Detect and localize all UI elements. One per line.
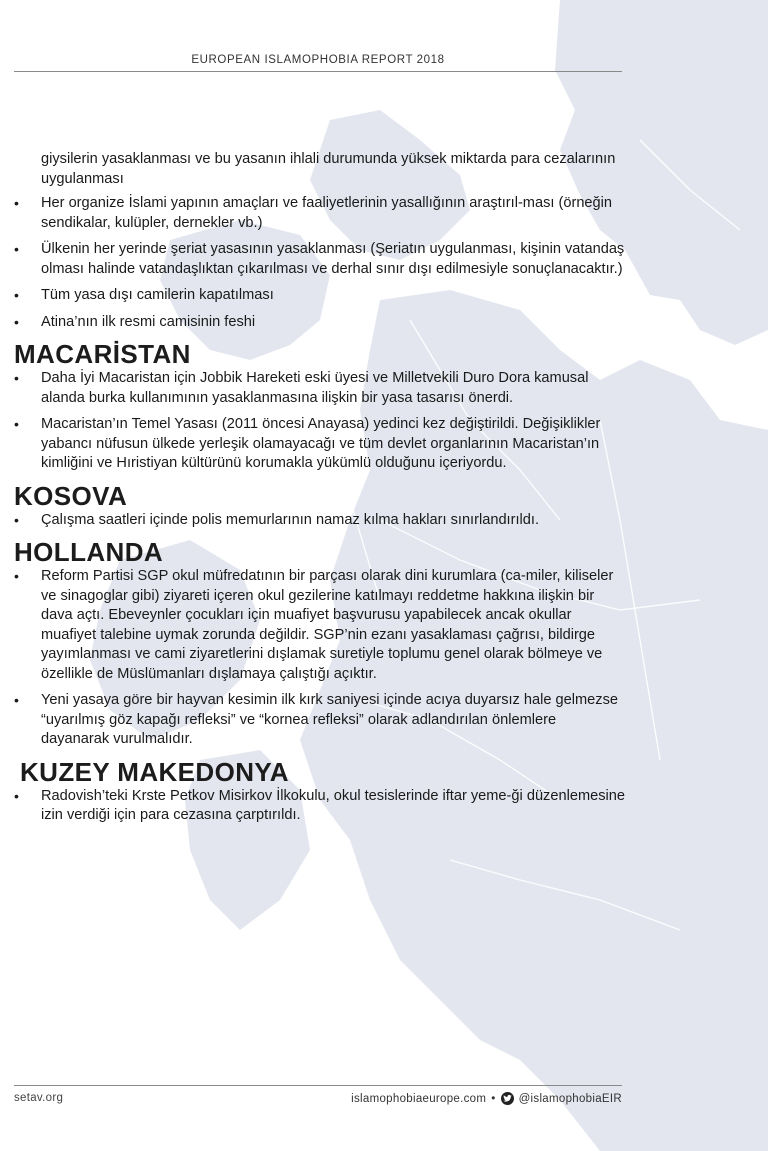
list-item (14, 567, 626, 684)
list-item (14, 511, 626, 531)
list-item (14, 415, 626, 474)
list-item (14, 369, 626, 408)
footer-website-link[interactable]: islamophobiaeurope.com (351, 1092, 487, 1105)
bullet-icon: • (14, 787, 19, 804)
section-heading-kosova: KOSOVA (14, 480, 128, 511)
macaristan-bullet-list (14, 369, 626, 474)
list-item (14, 313, 626, 333)
list-item-text: Daha İyi Macaristan için Jobbik Hareketi eski üyesi ve Milletvekili Duro Dora kamusal alanda burka kullanımının yasaklanmasına ilişkin bir yasa tasarısı önerdi. (41, 370, 589, 406)
continuation-paragraph: giysilerin yasaklanması ve bu yasanın ihlali durumunda yüksek miktarda para cezalarının uygulanması (41, 151, 616, 187)
list-item-text: Atina’nın ilk resmi camisinin feshi (41, 313, 256, 330)
bullet-icon: • (14, 511, 19, 528)
main-content (14, 150, 626, 833)
list-item-text: Radovish’teki Krste Petkov Misirkov İlkokulu, okul tesislerinde iftar yeme-ği düzenlemesine izin verdiği için para cezasına çarptırıldı. (41, 787, 625, 823)
list-item (14, 787, 626, 826)
section-heading-hollanda: HOLLANDA (14, 537, 164, 567)
bullet-icon: • (14, 692, 19, 708)
list-item-text: Tüm yasa dışı camilerin kapatılması (41, 287, 274, 303)
list-item-text: Yeni yasaya göre bir hayvan kesimin ilk kırk saniyesi içinde acıya duyarsız hale gelmezse “uyarılmış göz kapağı refleksi” ve “kornea refleksi” olarak adlandırılan önlemlere dayanarak vurulmalıdır. (41, 692, 619, 747)
bullet-icon: • (14, 370, 19, 386)
intro-bullet-list (14, 194, 626, 332)
bullet-icon: • (14, 287, 19, 303)
list-item (14, 286, 626, 306)
kuzey-makedonya-bullet-list (14, 787, 626, 826)
bullet-icon: • (14, 195, 19, 211)
list-item (14, 240, 626, 279)
section-heading-kuzey-makedonya: KUZEY MAKEDONYA (20, 756, 289, 787)
bullet-icon: • (14, 313, 19, 330)
bullet-icon: • (14, 416, 19, 432)
footer-rule (14, 1085, 622, 1086)
list-item-text: Reform Partisi SGP okul müfredatının bir parçası olarak dini kurumlara (ca-miler, kiliseler ve sinagoglar gibi) ziyareti içeren okul gezilerine katılmayı reddetme hakkına ilişkin bir dava açtı. Ebeveynler çocukları için muafiyet başvurusu yapabilecek ancak okullar muafiyet talebine uymak zorunda değildir. SGP’nin ezanı yasaklaması çağrısı, bildirge yayımlanması ve cami ziyaretlerini dışlamak suretiyle toplumu genel olarak bölmeye ve özellikle de Müslümanları dışlamaya çalıştığı açıktır. (41, 568, 614, 682)
footer-separator: • (491, 1092, 496, 1105)
header-rule (14, 71, 622, 72)
list-item (14, 194, 626, 233)
list-item-text: Macaristan’ın Temel Yasası (2011 öncesi Anayasa) yedinci kez değiştirildi. Değişiklikler yabancı nüfusun ülkede yerleşik olamayacağı ve tüm devlet organlarının Macaristan’ın kimliğini ve Hıristiyan kültürünü korumakla yükümlü olduğunu içeriyordu. (41, 416, 601, 471)
kosova-bullet-list (14, 511, 626, 531)
footer-twitter-handle[interactable]: @islamophobiaEIR (518, 1092, 622, 1105)
bullet-icon: • (14, 568, 19, 584)
list-item-text: Ülkenin her yerinde şeriat yasasının yasaklanması (Şeriatın uygulanması, kişinin vatandaş olması halinde vatandaşlıktan çıkarılması ve derhal sınır dışı edilmesiyle sonuçlanacaktır.) (41, 241, 625, 277)
footer-links (351, 1092, 622, 1105)
bullet-icon: • (14, 241, 19, 257)
list-item (14, 691, 626, 750)
section-heading-macaristan: MACARİSTAN (14, 339, 191, 369)
list-item-text: Çalışma saatleri içinde polis memurlarının namaz kılma hakları sınırlandırıldı. (41, 511, 539, 528)
hollanda-bullet-list (14, 567, 626, 750)
twitter-icon (501, 1092, 514, 1105)
list-item-text: Her organize İslami yapının amaçları ve faaliyetlerinin yasallığının araştırıl-ması (örneğin sendikalar, kulüpler, dernekler vb.) (41, 195, 613, 231)
running-header: EUROPEAN ISLAMOPHOBIA REPORT 2018 (191, 54, 445, 66)
footer-site-link[interactable]: setav.org (14, 1092, 64, 1104)
